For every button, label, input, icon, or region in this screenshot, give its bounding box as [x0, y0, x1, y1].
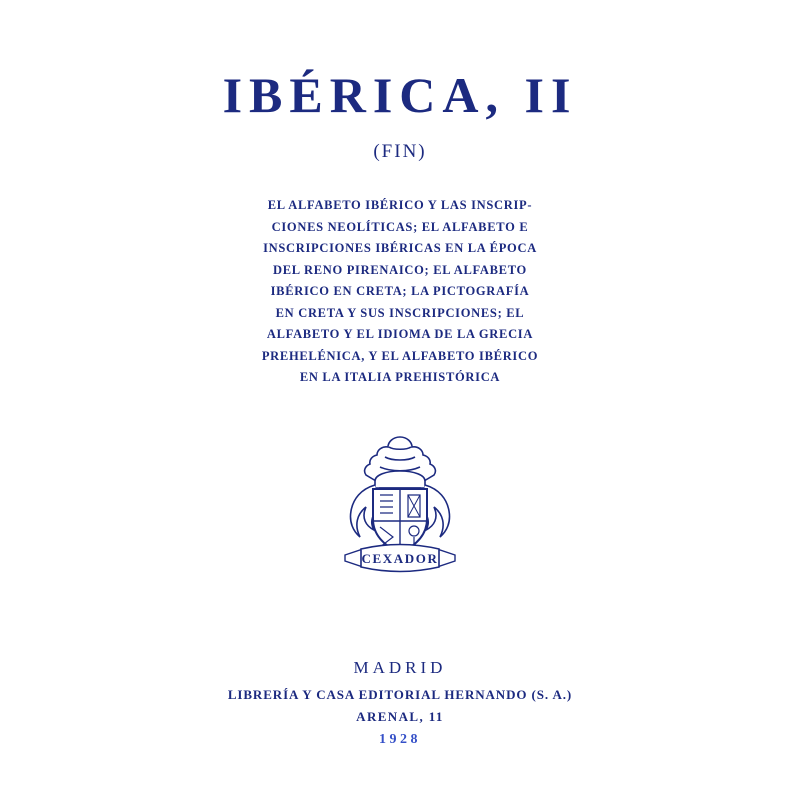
- emblem-motto: CEXADOR: [361, 550, 439, 566]
- summary-line: ALFABETO Y EL IDIOMA DE LA GRECIA: [266, 327, 534, 341]
- publisher-emblem: [305, 431, 495, 581]
- summary-line: IBÉRICO EN CRETA; LA PICTOGRAFÍA: [270, 284, 530, 298]
- page-subtitle: (FIN): [373, 141, 427, 162]
- imprint-publisher: LIBRERÍA Y CASA EDITORIAL HERNANDO (S. A.): [227, 687, 573, 702]
- summary-line: EN LA ITALIA PREHISTÓRICA: [299, 370, 501, 384]
- summary-line: CIONES NEOLÍTICAS; EL ALFABETO E: [271, 219, 529, 234]
- imprint-city: MADRID: [353, 658, 447, 677]
- summary-line: EN CRETA Y SUS INSCRIPCIONES; EL: [275, 305, 525, 320]
- coat-of-arms-emblem-icon: [305, 431, 495, 581]
- summary-line: PREHELÉNICA, Y EL ALFABETO IBÉRICO: [261, 348, 539, 363]
- imprint-year: 1928: [379, 732, 421, 747]
- summary-line: DEL RENO PIRENAICO; EL ALFABETO: [273, 262, 527, 277]
- contents-summary: [250, 195, 550, 389]
- imprint: [0, 658, 800, 748]
- summary-line: INSCRIPCIONES IBÉRICAS EN LA ÉPOCA: [263, 241, 537, 255]
- imprint-address: ARENAL, 11: [356, 709, 444, 724]
- summary-line: EL ALFABETO IBÉRICO Y LAS INSCRIP-: [267, 198, 533, 212]
- page-title: IBÉRICA, II: [222, 67, 578, 123]
